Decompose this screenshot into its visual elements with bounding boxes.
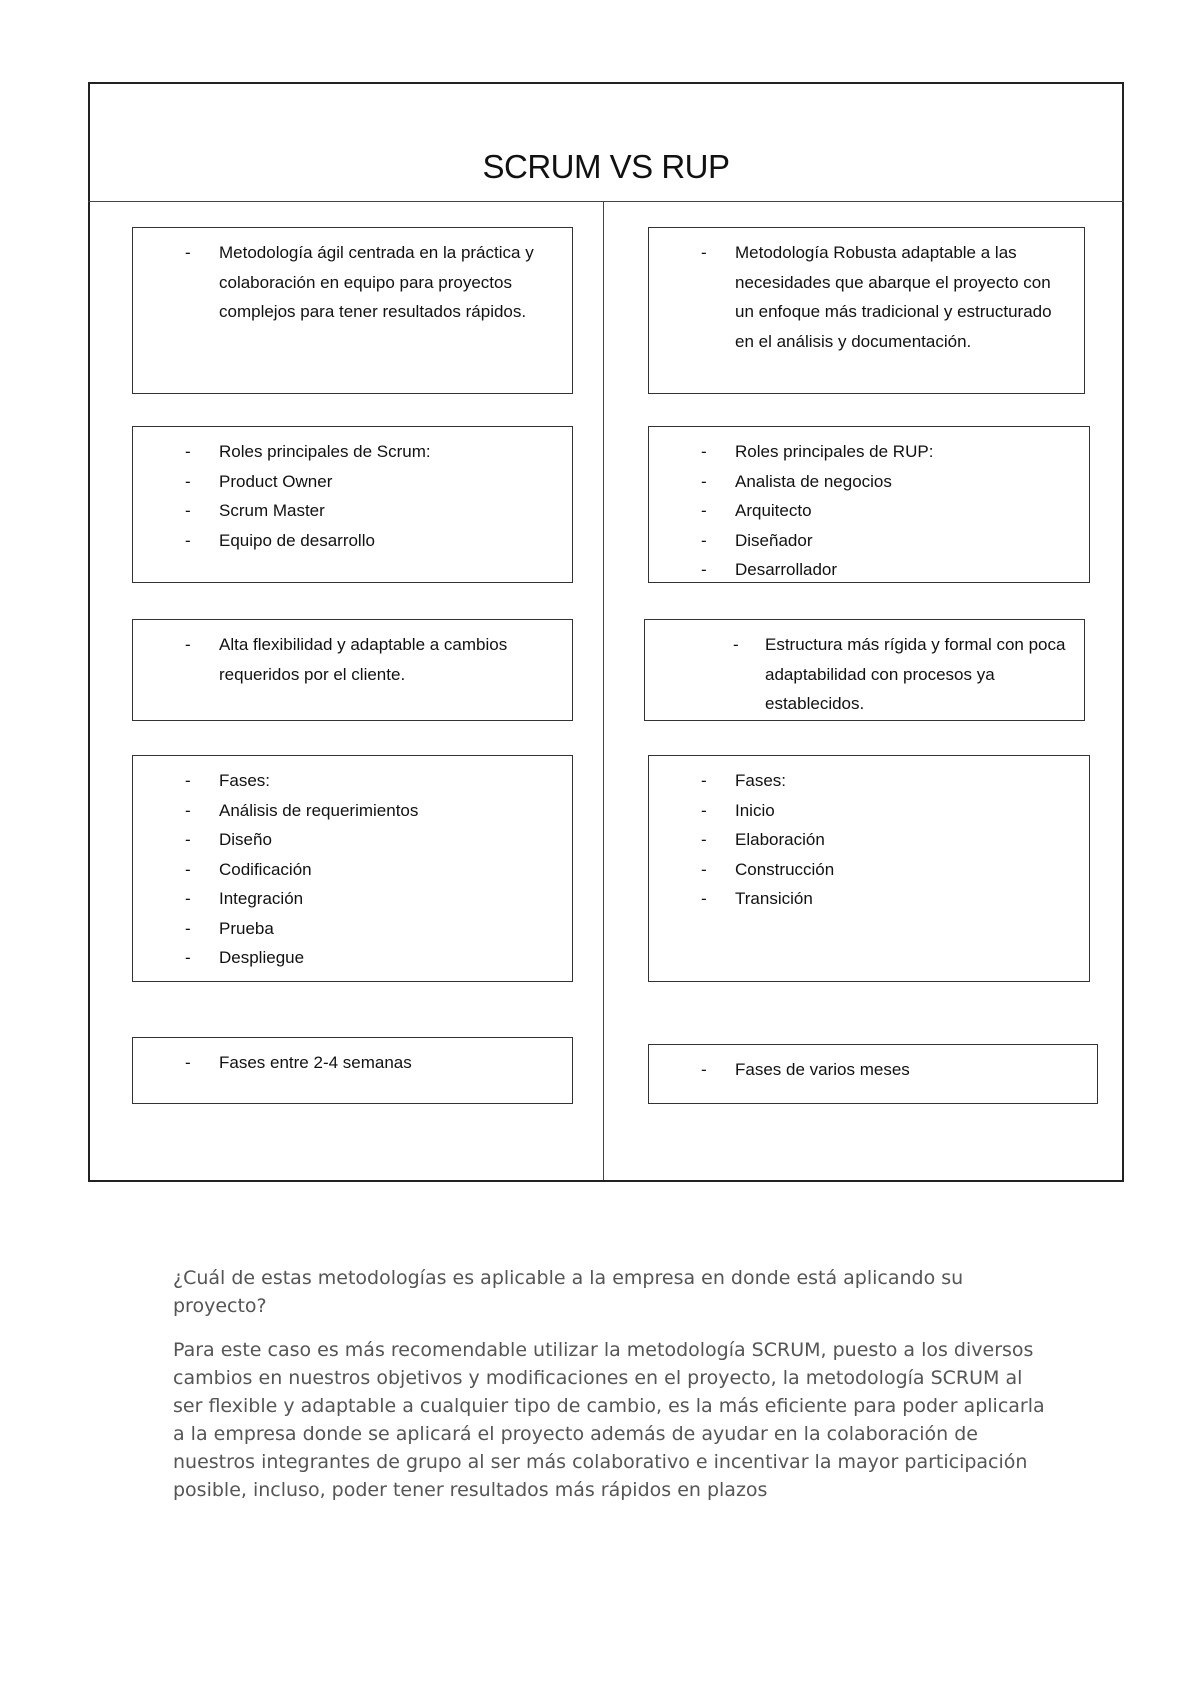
bullet-dash: - (185, 889, 191, 908)
bullet-list (133, 437, 572, 555)
list-item-text: Fases de varios meses (735, 1060, 910, 1079)
list-item-text: Fases: (735, 771, 787, 790)
list-item-text: Codificación (219, 859, 312, 879)
list-item-text: Construcción (735, 859, 835, 879)
bullet-dash: - (185, 471, 191, 491)
bullet-dash: - (733, 635, 739, 654)
scrum-box (132, 426, 573, 583)
list-item (649, 526, 1089, 556)
list-item (649, 825, 1089, 855)
bullet-dash: - (185, 948, 191, 967)
list-item (133, 526, 572, 556)
list-item-text: Equipo de desarrollo (219, 530, 375, 550)
scrum-box (132, 1037, 573, 1104)
bullet-dash: - (185, 918, 191, 938)
list-item-text: Análisis de requerimientos (219, 800, 419, 820)
list-item (133, 238, 572, 327)
list-item (649, 238, 1084, 356)
header-divider (88, 201, 1124, 202)
list-item (133, 943, 572, 973)
list-item (133, 855, 572, 885)
bullet-dash: - (185, 1053, 191, 1072)
list-item (133, 630, 572, 689)
bullet-list (649, 1055, 1097, 1085)
rup-box (648, 755, 1090, 982)
bullet-dash: - (701, 889, 707, 908)
list-item-text: Transición (735, 889, 813, 908)
bullet-dash: - (185, 530, 191, 550)
list-item-text: Prueba (219, 918, 274, 938)
list-item-text: Arquitecto (735, 501, 812, 520)
bullet-dash: - (185, 501, 191, 520)
list-item (133, 467, 572, 497)
answer-paragraph: Para este caso es más recomendable utilizar la metodología SCRUM, puesto a los diversos cambios en nuestros objetivos y modificaciones en el proyecto, la metodología SCRUM al ser flexible y adaptable a cualquier tipo de cambio, es la más eficiente para poder aplicarla a la empresa donde se aplicará el proyecto además de ayudar en la colaboración de nuestros integrantes de grupo al ser más colaborativo e incentivar la mayor participación posible, incluso, poder tener resultados más rápidos en plazos (173, 1339, 1045, 1501)
bullet-dash: - (701, 560, 707, 579)
bullet-dash: - (701, 442, 707, 461)
table-title: SCRUM VS RUP (482, 148, 730, 185)
list-item-text: Desarrollador (735, 560, 838, 579)
rup-box (648, 426, 1090, 583)
bullet-dash: - (185, 635, 191, 654)
bullet-list (649, 766, 1089, 914)
list-item-text: Inicio (735, 800, 775, 820)
list-item-text: Metodología ágil centrada en la práctica y colaboración en equipo para proyectos complejos para tener resultados rápidos. (219, 243, 534, 321)
scrum-box (132, 755, 573, 982)
bullet-dash: - (701, 243, 707, 262)
list-item-text: Despliegue (219, 948, 305, 967)
list-item-text: Diseño (219, 830, 272, 849)
list-item (649, 467, 1089, 497)
bullet-dash: - (701, 800, 707, 820)
bullet-list (649, 437, 1089, 585)
bullet-dash: - (185, 771, 191, 790)
list-item (649, 496, 1089, 526)
list-item-text: Estructura más rígida y formal con poca adaptabilidad con procesos ya establecidos. (765, 635, 1066, 713)
bullet-list (133, 630, 572, 689)
bullet-list (649, 238, 1084, 356)
list-item (649, 884, 1089, 914)
bullet-dash: - (701, 771, 707, 790)
list-item-text: Metodología Robusta adaptable a las necesidades que abarque el proyecto con un enfoque más tradicional y estructurado en el análisis y documentación. (735, 243, 1052, 351)
list-item (133, 914, 572, 944)
column-divider (603, 202, 604, 1180)
bullet-dash: - (185, 243, 191, 262)
bullet-list (645, 630, 1084, 719)
bullet-list (133, 766, 572, 973)
bullet-dash: - (701, 859, 707, 879)
list-item-text: Roles principales de Scrum: (219, 442, 431, 461)
list-item-text: Scrum Master (219, 501, 325, 520)
list-item-text: Elaboración (735, 830, 825, 849)
list-item (133, 796, 572, 826)
list-item (133, 496, 572, 526)
bullet-dash: - (185, 830, 191, 849)
bullet-dash: - (701, 501, 707, 520)
list-item-text: Fases entre 2-4 semanas (219, 1053, 412, 1072)
list-item (649, 766, 1089, 796)
bullet-list (133, 238, 572, 327)
list-item (133, 437, 572, 467)
list-item (649, 1055, 1097, 1085)
list-item (649, 555, 1089, 585)
list-item-text: Alta flexibilidad y adaptable a cambios requeridos por el cliente. (219, 635, 508, 684)
bullet-dash: - (185, 859, 191, 879)
list-item-text: Fases: (219, 771, 271, 790)
list-item (649, 796, 1089, 826)
bullet-dash: - (701, 1060, 707, 1079)
bullet-dash: - (185, 442, 191, 461)
question-text: ¿Cuál de estas metodologías es aplicable a la empresa en donde está aplicando su proyecto? (173, 1267, 964, 1317)
list-item (649, 855, 1089, 885)
list-item-text: Product Owner (219, 471, 333, 491)
list-item (133, 825, 572, 855)
list-item-text: Integración (219, 889, 304, 908)
bullet-dash: - (701, 530, 707, 550)
bullet-dash: - (701, 830, 707, 849)
bullet-list (133, 1048, 572, 1078)
scrum-box (132, 227, 573, 394)
list-item (133, 1048, 572, 1078)
rup-box (644, 619, 1085, 721)
scrum-box (132, 619, 573, 721)
rup-box (648, 1044, 1098, 1104)
list-item (645, 630, 1084, 719)
list-item-text: Diseñador (735, 530, 813, 550)
bullet-dash: - (701, 471, 707, 491)
list-item-text: Roles principales de RUP: (735, 442, 934, 461)
list-item (133, 766, 572, 796)
rup-box (648, 227, 1085, 394)
list-item (133, 884, 572, 914)
list-item (649, 437, 1089, 467)
bullet-dash: - (185, 800, 191, 820)
list-item-text: Analista de negocios (735, 471, 892, 491)
